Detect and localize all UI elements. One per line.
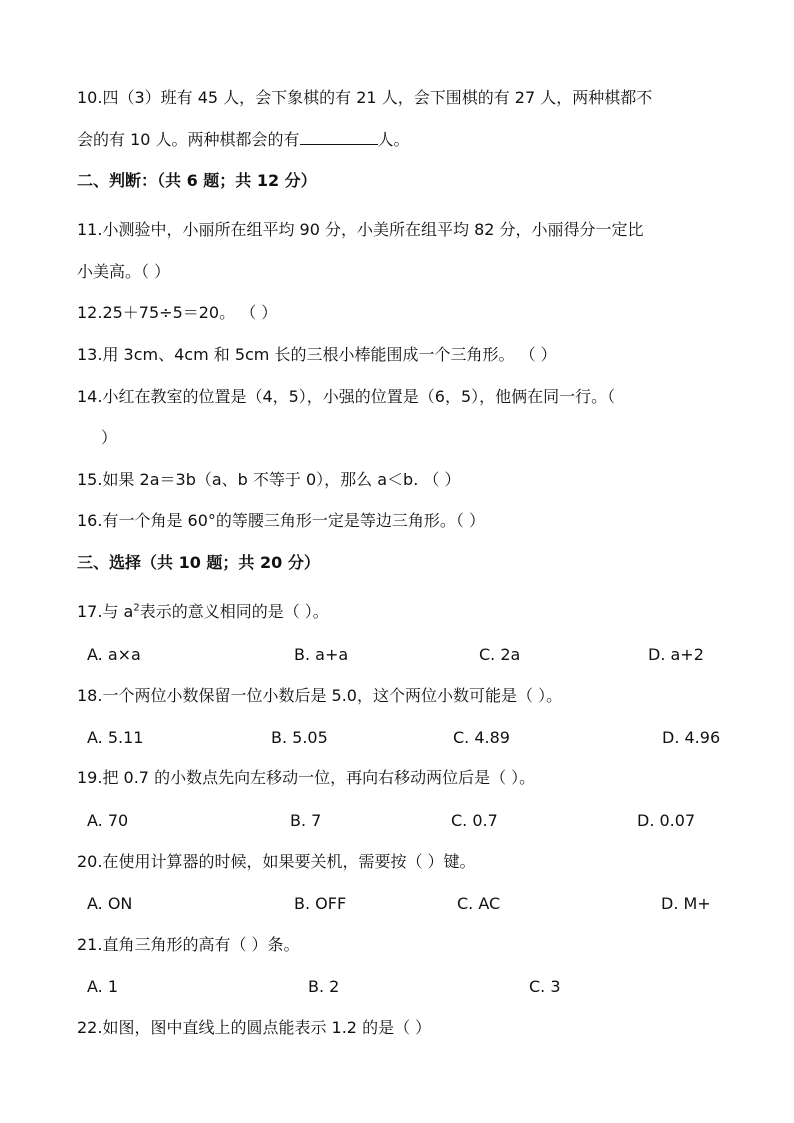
q21-option-b[interactable]: B. 2 bbox=[308, 977, 340, 996]
q16-text: 16.有一个角是 60°的等腰三角形一定是等边三角形。（ ） bbox=[77, 511, 485, 530]
q12-text: 12.25＋75÷5＝20。 （ ） bbox=[77, 303, 278, 322]
q19-option-d[interactable]: D. 0.07 bbox=[637, 811, 696, 830]
q11-line1: 11.小测验中，小丽所在组平均 90 分，小美所在组平均 82 分，小丽得分一定比 bbox=[77, 220, 644, 239]
q19-text: 19.把 0.7 的小数点先向左移动一位，再向右移动两位后是（ ）。 bbox=[77, 768, 536, 787]
q20-option-c[interactable]: C. AC bbox=[457, 894, 501, 913]
q17-text bbox=[77, 602, 329, 622]
q18-option-d[interactable]: D. 4.96 bbox=[662, 728, 721, 747]
section2-heading: 二、判断：（共 6 题；共 12 分） bbox=[77, 171, 317, 190]
q17-option-d[interactable]: D. a+2 bbox=[648, 645, 704, 664]
q20-text: 20.在使用计算器的时候，如果要关机，需要按（ ）键。 bbox=[77, 852, 476, 871]
q14-line1: 14.小红在教室的位置是（4，5），小强的位置是（6，5），他俩在同一行。（ bbox=[77, 387, 616, 406]
q17-superscript: 2 bbox=[133, 602, 140, 614]
q21-option-c[interactable]: C. 3 bbox=[529, 977, 561, 996]
q17-option-a[interactable]: A. a×a bbox=[87, 645, 141, 664]
q10-line1: 10.四（3）班有 45 人，会下象棋的有 21 人，会下围棋的有 27 人，两种棋都不 bbox=[77, 88, 653, 107]
q10-line2 bbox=[77, 130, 410, 150]
q21-text: 21.直角三角形的高有（ ）条。 bbox=[77, 935, 300, 954]
q19-option-c[interactable]: C. 0.7 bbox=[451, 811, 498, 830]
q18-option-a[interactable]: A. 5.11 bbox=[87, 728, 144, 747]
answer-blank[interactable] bbox=[300, 130, 378, 145]
q18-option-b[interactable]: B. 5.05 bbox=[271, 728, 328, 747]
q10-line2-before: 会的有 10 人。两种棋都会的有 bbox=[77, 130, 300, 149]
q13-text: 13.用 3cm、4cm 和 5cm 长的三根小棒能围成一个三角形。 （ ） bbox=[77, 345, 557, 364]
q17-text-before: 17.与 a bbox=[77, 602, 134, 621]
q18-option-c[interactable]: C. 4.89 bbox=[453, 728, 510, 747]
q20-option-b[interactable]: B. OFF bbox=[294, 894, 347, 913]
q19-option-a[interactable]: A. 70 bbox=[87, 811, 129, 830]
q17-text-after: 表示的意义相同的是（ ）。 bbox=[139, 602, 329, 621]
q19-option-b[interactable]: B. 7 bbox=[290, 811, 322, 830]
q22-text: 22.如图，图中直线上的圆点能表示 1.2 的是（ ） bbox=[77, 1018, 432, 1037]
section3-heading: 三、选择（共 10 题；共 20 分） bbox=[77, 553, 320, 572]
q11-line2: 小美高。（ ） bbox=[77, 262, 171, 281]
q14-line2: ） bbox=[101, 428, 118, 447]
q20-option-a[interactable]: A. ON bbox=[87, 894, 133, 913]
q15-text: 15.如果 2a＝3b（a、b 不等于 0），那么 a＜b. （ ） bbox=[77, 470, 461, 489]
q10-line2-after: 人。 bbox=[377, 130, 410, 149]
q17-option-b[interactable]: B. a+a bbox=[294, 645, 349, 664]
q18-text: 18.一个两位小数保留一位小数后是 5.0，这个两位小数可能是（ ）。 bbox=[77, 686, 563, 705]
q20-option-d[interactable]: D. M+ bbox=[661, 894, 711, 913]
q17-option-c[interactable]: C. 2a bbox=[479, 645, 521, 664]
q21-option-a[interactable]: A. 1 bbox=[87, 977, 119, 996]
